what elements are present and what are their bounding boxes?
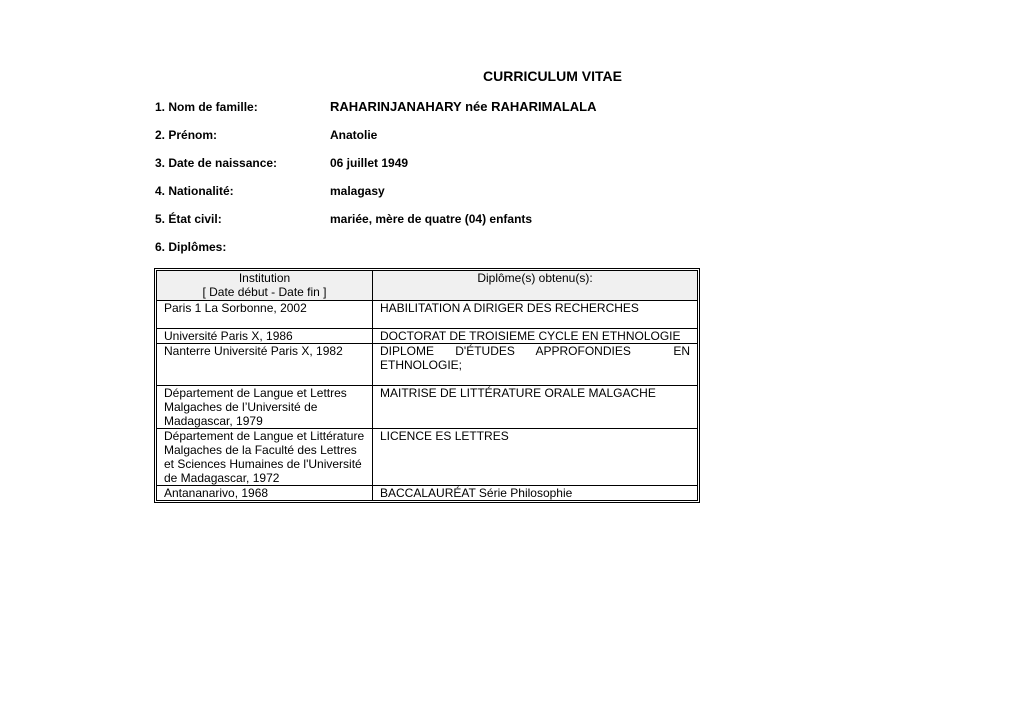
table-row — [157, 344, 698, 386]
field-value-nom: RAHARINJANAHARY née RAHARIMALALA — [330, 99, 597, 114]
institution-cell: Département de Langue et Lettres Malgaches de l’Université de Madagascar, 1979 — [157, 386, 373, 429]
table-row — [157, 329, 698, 344]
field-label-prenom: 2. Prénom: — [155, 128, 218, 142]
diplome-cell: MAITRISE DE LITTÉRATURE ORALE MALGACHE — [373, 386, 698, 429]
field-value-date-naissance: 06 juillet 1949 — [330, 156, 409, 170]
table-row — [157, 486, 698, 501]
table-row — [157, 301, 698, 329]
field-label-date-naissance: 3. Date de naissance: — [155, 156, 278, 170]
header-diplome: Diplôme(s) obtenu(s): — [373, 271, 698, 301]
header-institution — [157, 271, 373, 301]
header-institution-label: Institution — [238, 271, 291, 285]
field-label-nationalite: 4. Nationalité: — [155, 184, 234, 198]
field-value-etat-civil: mariée, mère de quatre (04) enfants — [330, 212, 533, 226]
header-institution-dates: [ Date début - Date fin ] — [202, 285, 327, 299]
field-value-nationalite: malagasy — [330, 184, 385, 198]
document-title: CURRICULUM VITAE — [483, 68, 622, 84]
diplomes-table — [156, 270, 698, 501]
institution-cell: Nanterre Université Paris X, 1982 — [157, 344, 373, 386]
field-label-nom: 1. Nom de famille: — [155, 100, 258, 114]
diplomes-table-frame — [154, 268, 700, 503]
field-label-etat-civil: 5. État civil: — [155, 212, 222, 226]
table-row — [157, 429, 698, 486]
table-header-row — [157, 271, 698, 301]
field-value-prenom: Anatolie — [330, 128, 378, 142]
institution-cell: Département de Langue et Littérature Malgaches de la Faculté des Lettres et Sciences Humaines de l'Université de Madagascar, 1972 — [157, 429, 373, 486]
diplome-cell: DIPLOME D'ÉTUDES APPROFONDIES EN ETHNOLOGIE; — [373, 344, 698, 386]
diplome-cell: BACCALAURÉAT Série Philosophie — [373, 486, 698, 501]
diplome-cell: HABILITATION A DIRIGER DES RECHERCHES — [373, 301, 698, 329]
diplome-cell: DOCTORAT DE TROISIEME CYCLE EN ETHNOLOGIE — [373, 329, 698, 344]
diplome-cell: LICENCE ES LETTRES — [373, 429, 698, 486]
table-row — [157, 386, 698, 429]
institution-cell: Antananarivo, 1968 — [157, 486, 373, 501]
institution-cell: Université Paris X, 1986 — [157, 329, 373, 344]
field-label-diplomes: 6. Diplômes: — [155, 240, 227, 254]
institution-cell: Paris 1 La Sorbonne, 2002 — [157, 301, 373, 329]
